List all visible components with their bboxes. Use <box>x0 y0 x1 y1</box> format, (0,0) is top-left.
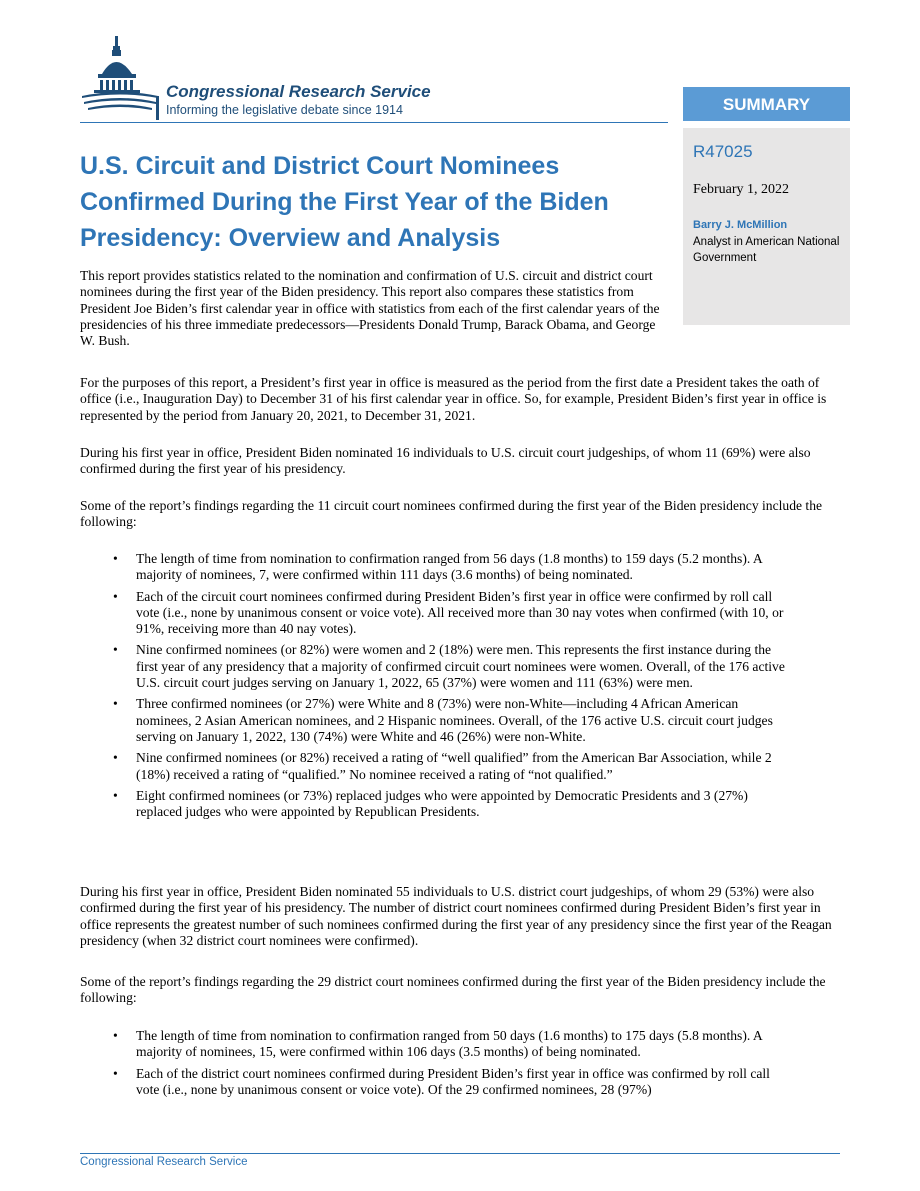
report-id: R47025 <box>693 142 753 161</box>
page-title: U.S. Circuit and District Court Nominees Confirmed During the First Year of the Biden Presidency: Overview and Analysis <box>80 152 609 252</box>
list-item: • Nine confirmed nominees (or 82%) received a rating of “well qualified” from the American Bar Association, while 2 (18%) received a rating of “qualified.” No nominee received a rating of “not qualified.” <box>113 750 772 782</box>
org-tagline: Informing the legislative debate since 1914 <box>166 103 403 117</box>
circuit-findings-intro: Some of the report’s findings regarding the 11 circuit court nominees confirmed during the first year of the Biden presidency include the following: <box>80 498 823 530</box>
bullet-icon: • <box>113 551 118 566</box>
author-name: Barry J. McMillion <box>693 219 788 231</box>
list-item: • Three confirmed nominees (or 27%) were White and 8 (73%) were non-White—including 4 African American nominees, 2 Asian American nominees, and 2 Hispanic nominees. Overall, of the 176 active U.S. circuit court judges serving on January 1, 2022, 130 (74%) were White and 46 (26%) were non-White. <box>113 696 773 744</box>
list-item: • The length of time from nomination to confirmation ranged from 50 days (1.6 months) to 175 days (5.8 months). A majority of nominees, 15, were confirmed within 106 days (3.5 months) of being nominated. <box>113 1028 762 1060</box>
capitol-dome-logo <box>80 34 162 122</box>
author-title: Analyst in American National Government <box>693 236 840 264</box>
header-divider <box>80 122 668 123</box>
first-year-definition-paragraph: For the purposes of this report, a President’s first year in office is measured as the period from the first date a President takes the oath of office (i.e., Inauguration Day) to December 31 of his first calendar year in office. So, for example, President Biden’s first year in office is represented by the period from January 20, 2021, to December 31, 2021. <box>80 375 827 423</box>
summary-tab: SUMMARY <box>683 87 850 121</box>
circuit-summary-paragraph: During his first year in office, President Biden nominated 16 individuals to U.S. circuit court judgeships, of whom 11 (69%) were also confirmed during the first year of his presidency. <box>80 445 811 477</box>
bullet-icon: • <box>113 588 118 604</box>
district-findings-intro: Some of the report’s findings regarding the 29 district court nominees confirmed during the first year of the Biden presidency include the following: <box>80 974 826 1006</box>
footer-org-name: Congressional Research Service <box>80 1156 248 1168</box>
report-date: February 1, 2022 <box>693 182 790 197</box>
district-summary-paragraph: During his first year in office, President Biden nominated 55 individuals to U.S. district court judgeships, of whom 29 (53%) were also confirmed during the first year of his presidency. The number of district court nominees confirmed during President Biden’s first year in office represents the greatest number of such nominees confirmed during the first year of any presidency since the first year of the Reagan presidency (when 32 district court nominees were confirmed). <box>80 884 832 948</box>
intro-paragraph: This report provides statistics related to the nomination and confirmation of U.S. circuit and district court nominees during the first year of the Biden presidency. This report also compares these statistics from President Joe Biden’s first calendar year in office with statistics from each of the first calendar years of the presidencies of his three immediate predecessors—Presidents Donald Trump, Barack Obama, and George W. Bush. <box>80 268 660 349</box>
circuit-findings-list <box>80 551 796 820</box>
org-name: Congressional Research Service <box>166 82 431 101</box>
bullet-icon: • <box>113 787 118 803</box>
list-item: • Eight confirmed nominees (or 73%) replaced judges who were appointed by Democratic Presidents and 3 (27%) replaced judges who were appointed by Republican Presidents. <box>113 787 748 820</box>
bullet-icon: • <box>113 750 118 766</box>
bullet-icon: • <box>113 642 118 658</box>
bullet-icon: • <box>113 1065 118 1081</box>
list-item: • The length of time from nomination to confirmation ranged from 56 days (1.8 months) to 159 days (5.2 months). A majority of nominees, 7, were confirmed within 111 days (3.6 months) of being nominated. <box>113 551 762 583</box>
bullet-icon: • <box>113 696 118 712</box>
list-item: • Each of the district court nominees confirmed during President Biden’s first year in office was confirmed by roll call vote (i.e., none by unanimous consent or voice vote). Of the 29 confirmed nominees, 28 (97%) <box>113 1065 770 1097</box>
footer-divider <box>80 1153 840 1154</box>
bullet-icon: • <box>113 1028 118 1043</box>
district-findings-list <box>80 1028 796 1098</box>
list-item: • Nine confirmed nominees (or 82%) were women and 2 (18%) were men. This represents the first instance during the first year of any presidency that a majority of confirmed circuit court nominees were women. Overall, of the 176 active U.S. circuit court judges serving on January 1, 2022, 65 (37%) were women and 111 (63%) were men. <box>113 642 785 691</box>
list-item: • Each of the circuit court nominees confirmed during President Biden’s first year in office were confirmed by roll call vote (i.e., none by unanimous consent or voice vote). All received more than 30 nay votes when confirmed (with 10, or 91%, receiving more than 40 nay votes). <box>113 588 784 637</box>
